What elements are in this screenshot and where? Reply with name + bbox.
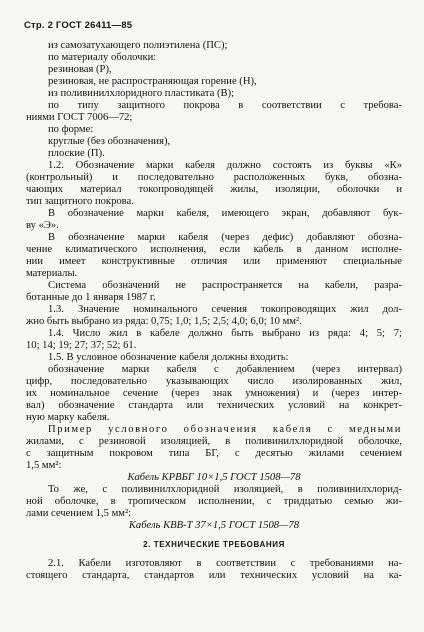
document-body: [26, 40, 402, 582]
text-line: резиновая, не распространяющая горение (Н),: [48, 76, 257, 87]
text-line: обозначение марки кабеля с добавлением (через интервал): [48, 364, 402, 375]
text-line: стоящего стандарта, стандартов или технических условий на ка-: [26, 570, 402, 581]
clause-1-5: 1.5. В условное обозначение кабеля должны входить:: [48, 352, 289, 363]
text-line: 1,5 мм²:: [26, 460, 62, 471]
text-line: В обозначение марки кабеля, имеющего экран, добавляют бук-: [48, 208, 402, 219]
text-line: цифр, последовательно указывающих число изолированных жил,: [26, 376, 402, 387]
text-line: ную марку кабеля.: [26, 412, 110, 423]
text-line: лами сечением 1,5 мм²:: [26, 508, 132, 519]
clause-1-4: 1.4. Число жил в кабеле должно быть выбрано из ряда: 4; 5; 7;: [48, 328, 402, 339]
text-line: нии имеет конструктивные отличия или применяют специальные: [26, 256, 402, 267]
example-designation: Кабель КРВБГ 10×1,5 ГОСТ 1508—78: [127, 472, 301, 483]
text-line: ву «Э».: [26, 220, 59, 231]
text-line: круглые (без обозначения),: [48, 136, 171, 147]
text-line: ботанные до 1 января 1987 г.: [26, 292, 156, 303]
example-designation: Кабель КВВ-Т 37×1,5 ГОСТ 1508—78: [128, 520, 300, 531]
clause-1-2: 1.2. Обозначение марки кабеля должно состоять из буквы «К»: [48, 160, 402, 171]
text-line: из самозатухающего полиэтилена (ПС);: [48, 40, 228, 51]
section-heading: 2. ТЕХНИЧЕСКИЕ ТРЕБОВАНИЯ: [143, 540, 285, 549]
text-line: тип защитного покрова.: [26, 196, 134, 207]
text-line: жно быть выбрано из ряда: 0,75; 1,0; 1,5; 2,5; 4,0; 6,0; 10 мм².: [26, 316, 302, 327]
text-line: ниями ГОСТ 7006—72;: [26, 112, 133, 123]
text-line: (контрольный) и последовательно расположенных букв, обозна-: [26, 172, 402, 183]
text-line: вал) обозначение стандарта или технических условий на конкрет-: [26, 400, 402, 411]
clause-1-3: 1.3. Значение номинального сечения токопроводящих жил дол-: [48, 304, 402, 315]
text-line: чающих материал токопроводящей жилы, изоляции, оболочки и: [26, 184, 402, 195]
text-line: по материалу оболочки:: [48, 52, 157, 63]
text-line: жилами, с резиновой изоляцией, в поливинилхлоридной оболочке,: [26, 436, 402, 447]
text-line: их номинальное сечение (через знак умножения) и (через интер-: [26, 388, 402, 399]
text-line: В обозначение марки кабеля (через дефис) добавляют обозна-: [48, 232, 402, 243]
text-line: из поливинилхлоридного пластиката (В);: [48, 88, 235, 99]
text-line: То же, с поливинилхлоридной изоляцией, в поливинилхлорид-: [48, 484, 402, 495]
example-heading: Пример условного обозначения кабеля с медными: [48, 424, 402, 435]
text-line: по форме:: [48, 124, 94, 135]
text-line: ной оболочке, в тропическом исполнении, с тридцатью семью жи-: [26, 496, 402, 507]
text-line: резиновая (Р),: [48, 64, 112, 75]
clause-2-1: 2.1. Кабели изготовляют в соответствии с требованиями на-: [48, 558, 402, 569]
text-line: 10; 14; 19; 27; 37; 52; 61.: [26, 340, 137, 351]
text-line: чение климатического исполнения, если кабель в данном исполне-: [26, 244, 402, 255]
text-line: с защитным покровом типа БГ, с десятью жилами сечением: [26, 448, 402, 459]
text-line: Система обозначений не распространяется на кабели, разра-: [48, 280, 402, 291]
text-line: плоские (П).: [48, 148, 105, 159]
text-line: материалы.: [26, 268, 78, 279]
page-header: Стр. 2 ГОСТ 26411—85: [24, 20, 133, 31]
text-line: по типу защитного покрова в соответствии с требова-: [48, 100, 402, 111]
